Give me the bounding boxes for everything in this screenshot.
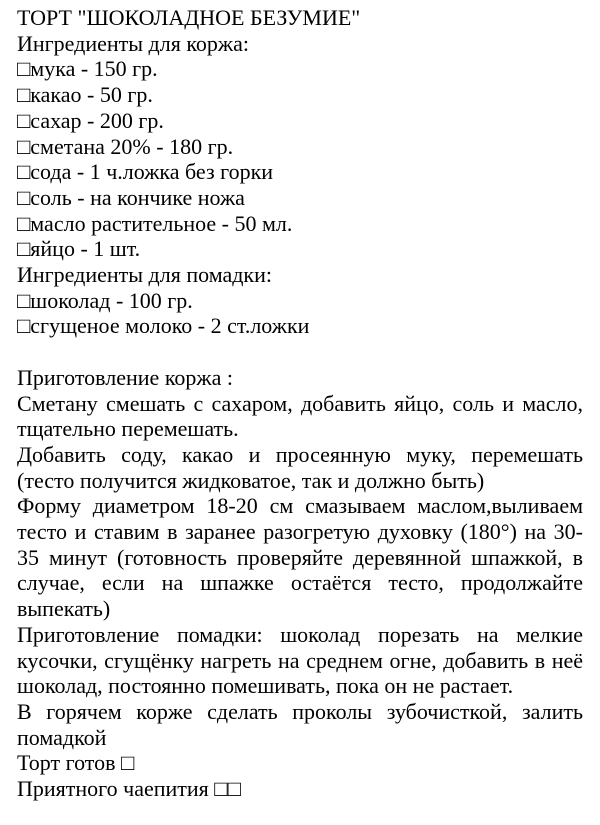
blank-line: [17, 339, 583, 365]
enjoy-tea-line: Приятного чаепития □□: [17, 776, 241, 802]
ingredient-item-egg: □яйцо - 1 шт.: [17, 236, 141, 262]
preparation-step-fudge: Приготовление помадки: шоколад порезать на мелкие кусочки, сгущёнку нагреть на среднем огне, добавить в неё шоколад, постоянно помешивать, пока он не растает.: [17, 621, 583, 699]
fudge-ingredients-header: Ингредиенты для помадки:: [17, 262, 273, 288]
ingredient-item-sugar: □сахар - 200 гр.: [17, 107, 164, 133]
preparation-step-pour-fudge: В горячем корже сделать проколы зубочисткой, залить помадкой: [17, 698, 583, 750]
recipe-title: ТОРТ "ШОКОЛАДНОЕ БЕЗУМИЕ": [17, 5, 361, 30]
ingredient-item-chocolate: □шоколад - 100 гр.: [17, 287, 193, 313]
ingredient-item-cocoa: □какао - 50 гр.: [17, 82, 153, 108]
cake-ready-line: Торт готов □: [17, 750, 135, 776]
ingredient-item-sour-cream: □сметана 20% - 180 гр.: [17, 133, 234, 159]
ingredient-item-salt: □соль - на кончике ножа: [17, 184, 245, 210]
preparation-step-bake: Форму диаметром 18-20 см смазываем маслом,выливаем тесто и ставим в заранее разогретую духовку (180°) на 30-35 минут (готовность проверяйте деревянной шпажкой, в случае, если на шпажке остаётся тесто, продолжайте выпекать): [17, 493, 583, 622]
preparation-header: Приготовление коржа :: [17, 364, 233, 390]
preparation-step-mix-base: Сметану смешать с сахаром, добавить яйцо, соль и масло, тщательно перемешать.: [17, 390, 583, 442]
ingredient-item-oil: □масло растительное - 50 мл.: [17, 210, 293, 236]
ingredient-item-soda: □сода - 1 ч.ложка без горки: [17, 159, 274, 185]
ingredient-item-flour: □мука - 150 гр.: [17, 56, 158, 82]
ingredient-item-condensed-milk: □сгущеное молоко - 2 ст.ложки: [17, 313, 310, 339]
cake-ingredients-header: Ингредиенты для коржа:: [17, 30, 249, 56]
preparation-step-add-dry: Добавить соду, какао и просеянную муку, перемешать (тесто получится жидковатое, так и должно быть): [17, 441, 583, 493]
